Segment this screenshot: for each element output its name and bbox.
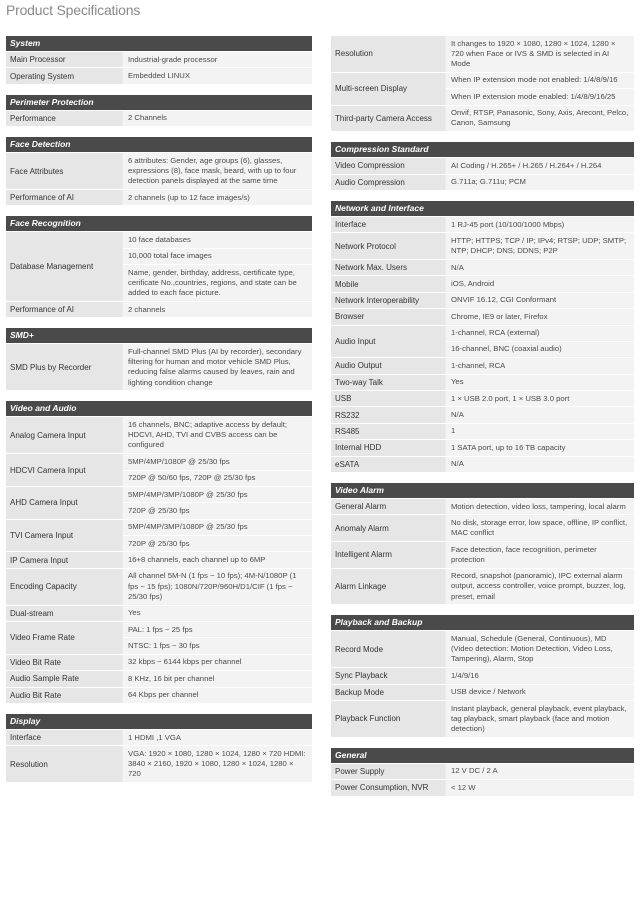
spec-values [123,153,312,189]
spec-value: 2 channels [123,302,312,317]
spec-section-video-alarm [331,483,634,604]
spec-label: Playback Function [331,701,445,737]
spec-value: 12 V DC / 2 A [446,764,634,779]
spec-value: When IP extension mode enabled: 1/4/8/9/16/25 [446,88,634,104]
spec-values [123,622,312,654]
spec-value: 16-channel, BNC (coaxial audio) [446,341,634,357]
spec-section-playback-and-backup [331,615,634,736]
spec-label: Network Max. Users [331,260,445,275]
spec-values [446,233,634,259]
spec-values [446,358,634,373]
spec-values [446,106,634,132]
spec-values [123,111,312,126]
spec-values [123,569,312,605]
spec-row-analog-camera-input [6,417,312,453]
spec-label: Intelligent Alarm [331,542,445,568]
spec-values [123,552,312,567]
spec-label: Mobile [331,276,445,291]
spec-row-record-mode [331,631,634,667]
spec-value: Record, snapshot (panoramic), IPC external alarm output, access controller, voice prompt, buzzer, log, preset, email [446,569,634,605]
spec-value: 720P @ 25/30 fps [123,502,312,518]
spec-value: 16 channels, BNC; adaptive access by default; HDCVI, AHD, TVI and CVBS access can be configured [123,417,312,453]
spec-row-main-processor [6,52,312,67]
spec-label: General Alarm [331,499,445,514]
spec-section-continued [331,36,634,131]
spec-values [446,158,634,173]
spec-values [446,175,634,190]
spec-label: Interface [331,217,445,232]
spec-label: Performance [6,111,122,126]
spec-section-display [6,714,312,782]
spec-label: TVI Camera Input [6,520,122,552]
spec-values [123,655,312,670]
spec-label: HDCVI Camera Input [6,454,122,486]
spec-value: 1 × USB 2.0 port, 1 × USB 3.0 port [446,391,634,406]
spec-row-database-management [6,232,312,301]
left-spec-column [6,36,312,793]
spec-value: 5MP/4MP/3MP/1080P @ 25/30 fps [123,487,312,502]
spec-label: Network Interoperability [331,293,445,308]
spec-value: 720P @ 50/60 fps, 720P @ 25/30 fps [123,470,312,486]
spec-label: RS232 [331,407,445,422]
spec-row-network-max-users [331,260,634,275]
spec-label: IP Camera Input [6,552,122,567]
spec-row-general-alarm [331,499,634,514]
spec-section-compression-standard [331,142,634,190]
spec-label: Video Frame Rate [6,622,122,654]
spec-value: All channel 5M-N (1 fps ~ 10 fps); 4M-N/1080P (1 fps ~ 15 fps); 1080N/720P/960H/D1/CIF (1 fps ~ 25/30 fps) [123,569,312,605]
spec-label: Face Attributes [6,153,122,189]
spec-row-rs485 [331,424,634,439]
spec-label: Browser [331,309,445,324]
spec-row-performance [6,111,312,126]
spec-row-smd-plus-by-recorder [6,344,312,390]
spec-label: Video Compression [331,158,445,173]
spec-label: Performance of AI [6,190,122,205]
spec-value: 1-channel, RCA [446,358,634,373]
spec-section-general [331,748,634,796]
spec-values [446,457,634,472]
spec-section-video-and-audio [6,401,312,703]
spec-value: When IP extension mode not enabled: 1/4/8/9/16 [446,73,634,88]
section-heading: Playback and Backup [331,615,634,630]
spec-row-network-protocol [331,233,634,259]
spec-row-resolution [331,36,634,72]
spec-value: Manual, Schedule (General, Continuous), MD (Video detection: Motion Detection, Video Loss, Tampering), Alarm, Stop [446,631,634,667]
section-heading: General [331,748,634,763]
spec-value: 6 attributes: Gender, age groups (6), glasses, expressions (8), face mask, beard, with up to four detection panels displayed at the same time [123,153,312,189]
section-heading: Video Alarm [331,483,634,498]
spec-row-anomaly-alarm [331,515,634,541]
spec-values [446,780,634,795]
spec-row-video-bit-rate [6,655,312,670]
spec-values [446,217,634,232]
spec-label: Resolution [331,36,445,72]
spec-values [123,487,312,519]
spec-row-encoding-capacity [6,569,312,605]
spec-value: N/A [446,457,634,472]
spec-row-audio-compression [331,175,634,190]
spec-row-interface [331,217,634,232]
spec-values [123,688,312,703]
spec-row-alarm-linkage [331,569,634,605]
spec-value: 5MP/4MP/1080P @ 25/30 fps [123,454,312,469]
spec-value: Full-channel SMD Plus (AI by recorder), secondary filtering for human and motor vehicle SMD Plus, reducing false alarms caused by leaves, rain and lighting condition change [123,344,312,390]
spec-row-internal-hdd [331,440,634,455]
spec-values [446,407,634,422]
spec-value: 32 kbps ~ 6144 kbps per channel [123,655,312,670]
section-heading: Perimeter Protection [6,95,312,110]
spec-row-audio-input [331,326,634,358]
spec-row-esata [331,457,634,472]
spec-values [123,52,312,67]
spec-value: Onvif, RTSP, Panasonic, Sony, Axis, Arecont, Pelco, Canon, Samsung [446,106,634,132]
spec-values [446,685,634,700]
spec-row-rs232 [331,407,634,422]
spec-values [446,73,634,105]
spec-row-resolution [6,746,312,782]
spec-section-system [6,36,312,84]
spec-row-power-consumption-nvr [331,780,634,795]
spec-values [446,260,634,275]
spec-value: 1 SATA port, up to 16 TB capacity [446,440,634,455]
spec-values [123,730,312,745]
spec-row-tvi-camera-input [6,520,312,552]
spec-row-mobile [331,276,634,291]
spec-values [123,606,312,621]
spec-value: 2 channels (up to 12 face images/s) [123,190,312,205]
spec-label: Backup Mode [331,685,445,700]
spec-value: Name, gender, birthday, address, certificate type, cerificate No.,countries, regions, and state can be added to each face picture. [123,264,312,301]
spec-label: Encoding Capacity [6,569,122,605]
spec-values [446,569,634,605]
spec-section-network-and-interface [331,201,634,472]
spec-values [123,344,312,390]
spec-label: Audio Bit Rate [6,688,122,703]
spec-label: RS485 [331,424,445,439]
spec-label: AHD Camera Input [6,487,122,519]
spec-row-usb [331,391,634,406]
spec-label: Record Mode [331,631,445,667]
spec-label: Operating System [6,68,122,83]
spec-value: 1 RJ-45 port (10/100/1000 Mbps) [446,217,634,232]
spec-label: Third-party Camera Access [331,106,445,132]
spec-value: 8 KHz, 16 bit per channel [123,671,312,686]
right-spec-column [331,36,634,807]
spec-row-video-frame-rate [6,622,312,654]
spec-values [446,276,634,291]
spec-values [446,293,634,308]
spec-value: NTSC: 1 fps ~ 30 fps [123,637,312,653]
spec-section-smd [6,328,312,390]
spec-values [446,36,634,72]
spec-values [123,417,312,453]
spec-section-face-recognition [6,216,312,317]
spec-row-dual-stream [6,606,312,621]
spec-value: PAL: 1 fps ~ 25 fps [123,622,312,637]
spec-label: Network Protocol [331,233,445,259]
spec-value: N/A [446,407,634,422]
spec-value: 1/4/9/16 [446,668,634,683]
spec-label: Power Consumption, NVR [331,780,445,795]
spec-row-network-interoperability [331,293,634,308]
section-heading: Video and Audio [6,401,312,416]
section-heading: Face Recognition [6,216,312,231]
spec-value: HTTP; HTTPS; TCP / IP; IPv4; RTSP; UDP; SMTP; NTP; DHCP; DNS; DDNS; P2P [446,233,634,259]
spec-value: 1 [446,424,634,439]
spec-row-performance-of-ai [6,190,312,205]
spec-values [123,232,312,301]
spec-values [446,764,634,779]
spec-value: USB device / Network [446,685,634,700]
spec-value: Embedded LINUX [123,68,312,83]
spec-label: Main Processor [6,52,122,67]
spec-values [446,631,634,667]
spec-label: Database Management [6,232,122,301]
section-heading: SMD+ [6,328,312,343]
page-title: Product Specifications [6,2,141,18]
spec-row-playback-function [331,701,634,737]
spec-values [446,499,634,514]
spec-row-third-party-camera-access [331,106,634,132]
spec-values [123,454,312,486]
spec-section-perimeter-protection [6,95,312,126]
section-heading: Display [6,714,312,729]
spec-value: 10 face databases [123,232,312,247]
spec-row-face-attributes [6,153,312,189]
spec-label: Anomaly Alarm [331,515,445,541]
spec-label: Alarm Linkage [331,569,445,605]
section-heading: Face Detection [6,137,312,152]
spec-label: Audio Output [331,358,445,373]
spec-values [446,542,634,568]
spec-values [123,302,312,317]
spec-row-performance-of-ai [6,302,312,317]
spec-value: 1 HDMI ,1 VGA [123,730,312,745]
spec-value: N/A [446,260,634,275]
spec-values [446,375,634,390]
spec-row-two-way-talk [331,375,634,390]
spec-label: Sync Playback [331,668,445,683]
spec-row-intelligent-alarm [331,542,634,568]
spec-values [446,326,634,358]
spec-value: Yes [123,606,312,621]
spec-values [446,701,634,737]
spec-label: Audio Compression [331,175,445,190]
spec-row-audio-bit-rate [6,688,312,703]
spec-value: G.711a; G.711u; PCM [446,175,634,190]
spec-values [123,746,312,782]
spec-values [446,515,634,541]
spec-values [123,190,312,205]
spec-value: 16+8 channels, each channel up to 6MP [123,552,312,567]
spec-label: Internal HDD [331,440,445,455]
spec-row-hdcvi-camera-input [6,454,312,486]
spec-row-video-compression [331,158,634,173]
spec-row-multi-screen-display [331,73,634,105]
spec-row-ahd-camera-input [6,487,312,519]
spec-values [123,671,312,686]
spec-label: Performance of AI [6,302,122,317]
spec-value: Motion detection, video loss, tampering, local alarm [446,499,634,514]
spec-values [446,668,634,683]
spec-row-interface [6,730,312,745]
spec-row-operating-system [6,68,312,83]
spec-value: ONVIF 16.12, CGI Conformant [446,293,634,308]
spec-row-audio-output [331,358,634,373]
spec-label: Two-way Talk [331,375,445,390]
spec-row-audio-sample-rate [6,671,312,686]
spec-label: Video Bit Rate [6,655,122,670]
spec-value: 5MP/4MP/3MP/1080P @ 25/30 fps [123,520,312,535]
spec-row-ip-camera-input [6,552,312,567]
spec-value: VGA: 1920 × 1080, 1280 × 1024, 1280 × 720 HDMI: 3840 × 2160, 1920 × 1080, 1280 × 1024, 1280 × 720 [123,746,312,782]
spec-value: AI Coding / H.265+ / H.265 / H.264+ / H.264 [446,158,634,173]
spec-values [446,440,634,455]
spec-label: Dual-stream [6,606,122,621]
spec-value: Chrome, IE9 or later, Firefox [446,309,634,324]
spec-value: < 12 W [446,780,634,795]
spec-row-browser [331,309,634,324]
spec-values [123,520,312,552]
spec-label: eSATA [331,457,445,472]
spec-section-face-detection [6,137,312,205]
spec-row-backup-mode [331,685,634,700]
spec-value: 1-channel, RCA (external) [446,326,634,341]
spec-values [446,309,634,324]
spec-value: Face detection, face recognition, perimeter protection [446,542,634,568]
spec-value: No disk, storage error, low space, offline, IP conflict, MAC conflict [446,515,634,541]
spec-label: Resolution [6,746,122,782]
spec-value: iOS, Android [446,276,634,291]
spec-value: 64 Kbps per channel [123,688,312,703]
spec-label: USB [331,391,445,406]
spec-value: 2 Channels [123,111,312,126]
spec-label: Audio Sample Rate [6,671,122,686]
spec-value: 10,000 total face images [123,248,312,264]
spec-value: Instant playback, general playback, event playback, tag playback, smart playback (face and motion detection) [446,701,634,737]
spec-label: Power Supply [331,764,445,779]
spec-values [123,68,312,83]
spec-label: Analog Camera Input [6,417,122,453]
spec-values [446,424,634,439]
spec-value: Yes [446,375,634,390]
spec-value: Industrial-grade processor [123,52,312,67]
spec-row-power-supply [331,764,634,779]
spec-label: SMD Plus by Recorder [6,344,122,390]
spec-label: Multi-screen Display [331,73,445,105]
section-heading: Compression Standard [331,142,634,157]
spec-value: It changes to 1920 × 1080, 1280 × 1024, 1280 × 720 when Face or IVS & SMD is selected in AI Mode [446,36,634,72]
spec-values [446,391,634,406]
section-heading: Network and Interface [331,201,634,216]
spec-label: Interface [6,730,122,745]
spec-label: Audio Input [331,326,445,358]
spec-value: 720P @ 25/30 fps [123,535,312,551]
section-heading: System [6,36,312,51]
spec-row-sync-playback [331,668,634,683]
